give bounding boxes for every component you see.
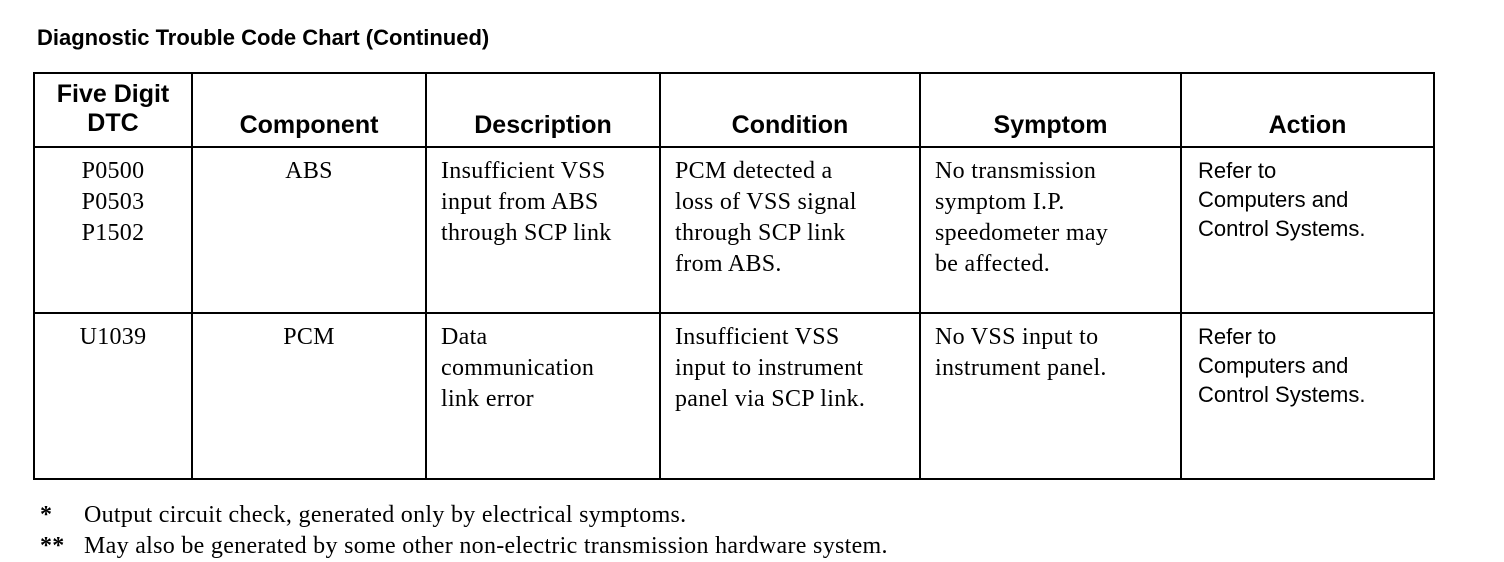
cell-description xyxy=(426,313,660,479)
condition-line: panel via SCP link. xyxy=(675,386,866,412)
symptom-line: instrument panel. xyxy=(935,355,1107,381)
cell-component xyxy=(192,313,426,479)
action-line: Control Systems. xyxy=(1198,216,1366,241)
cell-component xyxy=(192,147,426,313)
dtc-code: P0503 xyxy=(81,189,145,215)
condition-line: Insufficient VSS xyxy=(675,324,840,350)
symptom-line: speedometer may xyxy=(935,220,1109,246)
footnote-mark: ** xyxy=(40,533,65,559)
header-dtc xyxy=(34,73,192,147)
table-row xyxy=(34,313,1434,479)
description-line: communication xyxy=(441,355,595,381)
cell-symptom xyxy=(920,147,1181,313)
cell-symptom xyxy=(920,313,1181,479)
footnotes xyxy=(40,500,888,562)
description-line: through SCP link xyxy=(441,220,612,246)
cell-dtc xyxy=(34,313,192,479)
cell-description xyxy=(426,147,660,313)
description-line: input from ABS xyxy=(441,189,599,215)
header-component: Component xyxy=(192,73,426,147)
footnote-text: May also be generated by some other non-electric transmission hardware system. xyxy=(84,533,888,559)
header-condition: Condition xyxy=(660,73,920,147)
footnote xyxy=(40,531,888,562)
footnote-text: Output circuit check, generated only by electrical symptoms. xyxy=(84,502,687,528)
page-title: Diagnostic Trouble Code Chart (Continued) xyxy=(37,25,490,50)
symptom-line: No transmission xyxy=(935,158,1097,184)
header-dtc-line: Five Digit xyxy=(56,80,170,108)
description-line: Insufficient VSS xyxy=(441,158,606,184)
header-action: Action xyxy=(1181,73,1434,147)
condition-line: from ABS. xyxy=(675,251,782,277)
component-text: PCM xyxy=(283,324,335,350)
action-line: Refer to xyxy=(1198,324,1277,349)
symptom-line: No VSS input to xyxy=(935,324,1099,350)
header-symptom: Symptom xyxy=(920,73,1181,147)
header-dtc-line: DTC xyxy=(87,109,139,137)
condition-line: through SCP link xyxy=(675,220,846,246)
cell-action xyxy=(1181,313,1434,479)
condition-line: loss of VSS signal xyxy=(675,189,857,215)
symptom-line: be affected. xyxy=(935,251,1051,277)
action-line: Refer to xyxy=(1198,158,1277,183)
symptom-line: symptom I.P. xyxy=(935,189,1065,215)
condition-line: PCM detected a xyxy=(675,158,833,184)
action-line: Control Systems. xyxy=(1198,382,1366,407)
header-description: Description xyxy=(426,73,660,147)
cell-dtc xyxy=(34,147,192,313)
cell-action xyxy=(1181,147,1434,313)
table-row xyxy=(34,147,1434,313)
description-line: Data xyxy=(441,324,488,350)
description-line: link error xyxy=(441,386,534,412)
footnote-mark: * xyxy=(40,502,53,528)
dtc-code: P0500 xyxy=(81,158,145,184)
cell-condition xyxy=(660,313,920,479)
dtc-code: U1039 xyxy=(79,324,147,350)
dtc-code: P1502 xyxy=(81,220,145,246)
dtc-table xyxy=(33,72,1435,480)
action-line: Computers and xyxy=(1198,187,1349,212)
table-header-row xyxy=(34,73,1434,147)
action-line: Computers and xyxy=(1198,353,1349,378)
cell-condition xyxy=(660,147,920,313)
condition-line: input to instrument xyxy=(675,355,864,381)
footnote xyxy=(40,500,888,531)
component-text: ABS xyxy=(285,158,333,184)
